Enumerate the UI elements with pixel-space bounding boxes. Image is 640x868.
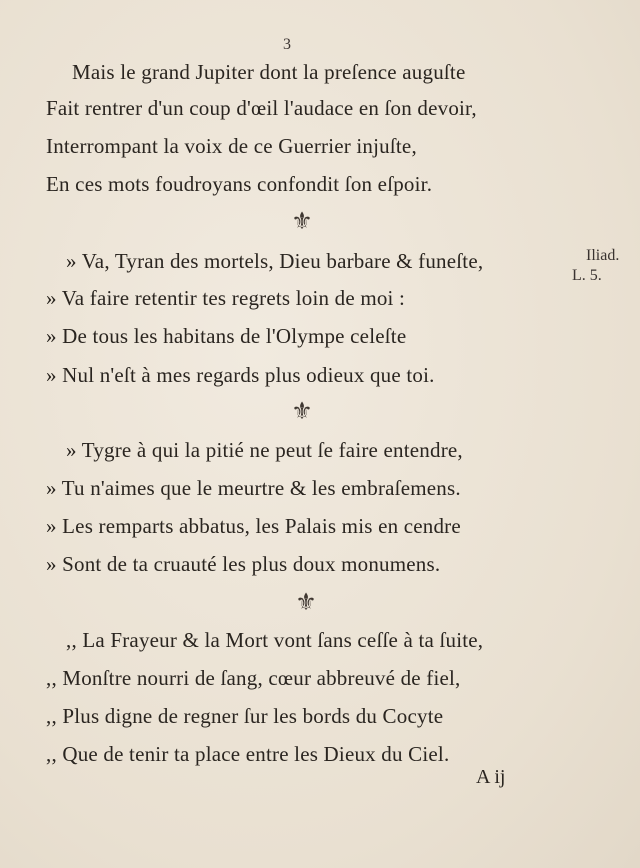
- verse-line: » Les remparts abbatus, les Palais mis en cendre: [46, 514, 461, 538]
- page-number: 3: [283, 36, 291, 53]
- verse-line: ,, Que de tenir ta place entre les Dieux du Ciel.: [46, 742, 450, 766]
- verse-line: » Tu n'aimes que le meurtre & les embraſemens.: [46, 476, 461, 500]
- margin-reference: [572, 246, 620, 286]
- verse-line: Interrompant la voix de ce Guerrier injuſte,: [46, 134, 417, 158]
- margin-reference-book: L. 5.: [572, 267, 602, 284]
- verse-line: » Va, Tyran des mortels, Dieu barbare & funeſte,: [66, 249, 484, 273]
- verse-line: » Sont de ta cruauté les plus doux monumens.: [46, 552, 441, 576]
- fleur-de-lis-ornament: ⚜: [291, 399, 313, 425]
- verse-line: ,, Plus digne de regner ſur les bords du Cocyte: [46, 704, 444, 728]
- fleur-de-lis-ornament: ⚜: [291, 209, 313, 235]
- verse-line: » Nul n'eſt à mes regards plus odieux que toi.: [46, 363, 435, 387]
- verse-line: » Va faire retentir tes regrets loin de moi :: [46, 286, 406, 310]
- verse-line: Mais le grand Jupiter dont la preſence auguſte: [72, 60, 466, 84]
- gathering-signature: A ij: [476, 766, 506, 788]
- verse-line: En ces mots foudroyans confondit ſon eſpoir.: [46, 172, 433, 196]
- verse-line: ,, La Frayeur & la Mort vont ſans ceſſe à ta ſuite,: [66, 628, 484, 652]
- verse-line: » De tous les habitans de l'Olympe celeſte: [46, 324, 407, 348]
- verse-line: » Tygre à qui la pitié ne peut ſe faire entendre,: [66, 438, 463, 462]
- margin-reference-work: Iliad.: [586, 247, 620, 264]
- verse-line: ,, Monſtre nourri de ſang, cœur abbreuvé de fiel,: [46, 666, 461, 690]
- fleur-de-lis-ornament: ⚜: [295, 590, 317, 616]
- verse-line: Fait rentrer d'un coup d'œil l'audace en ſon devoir,: [46, 96, 477, 120]
